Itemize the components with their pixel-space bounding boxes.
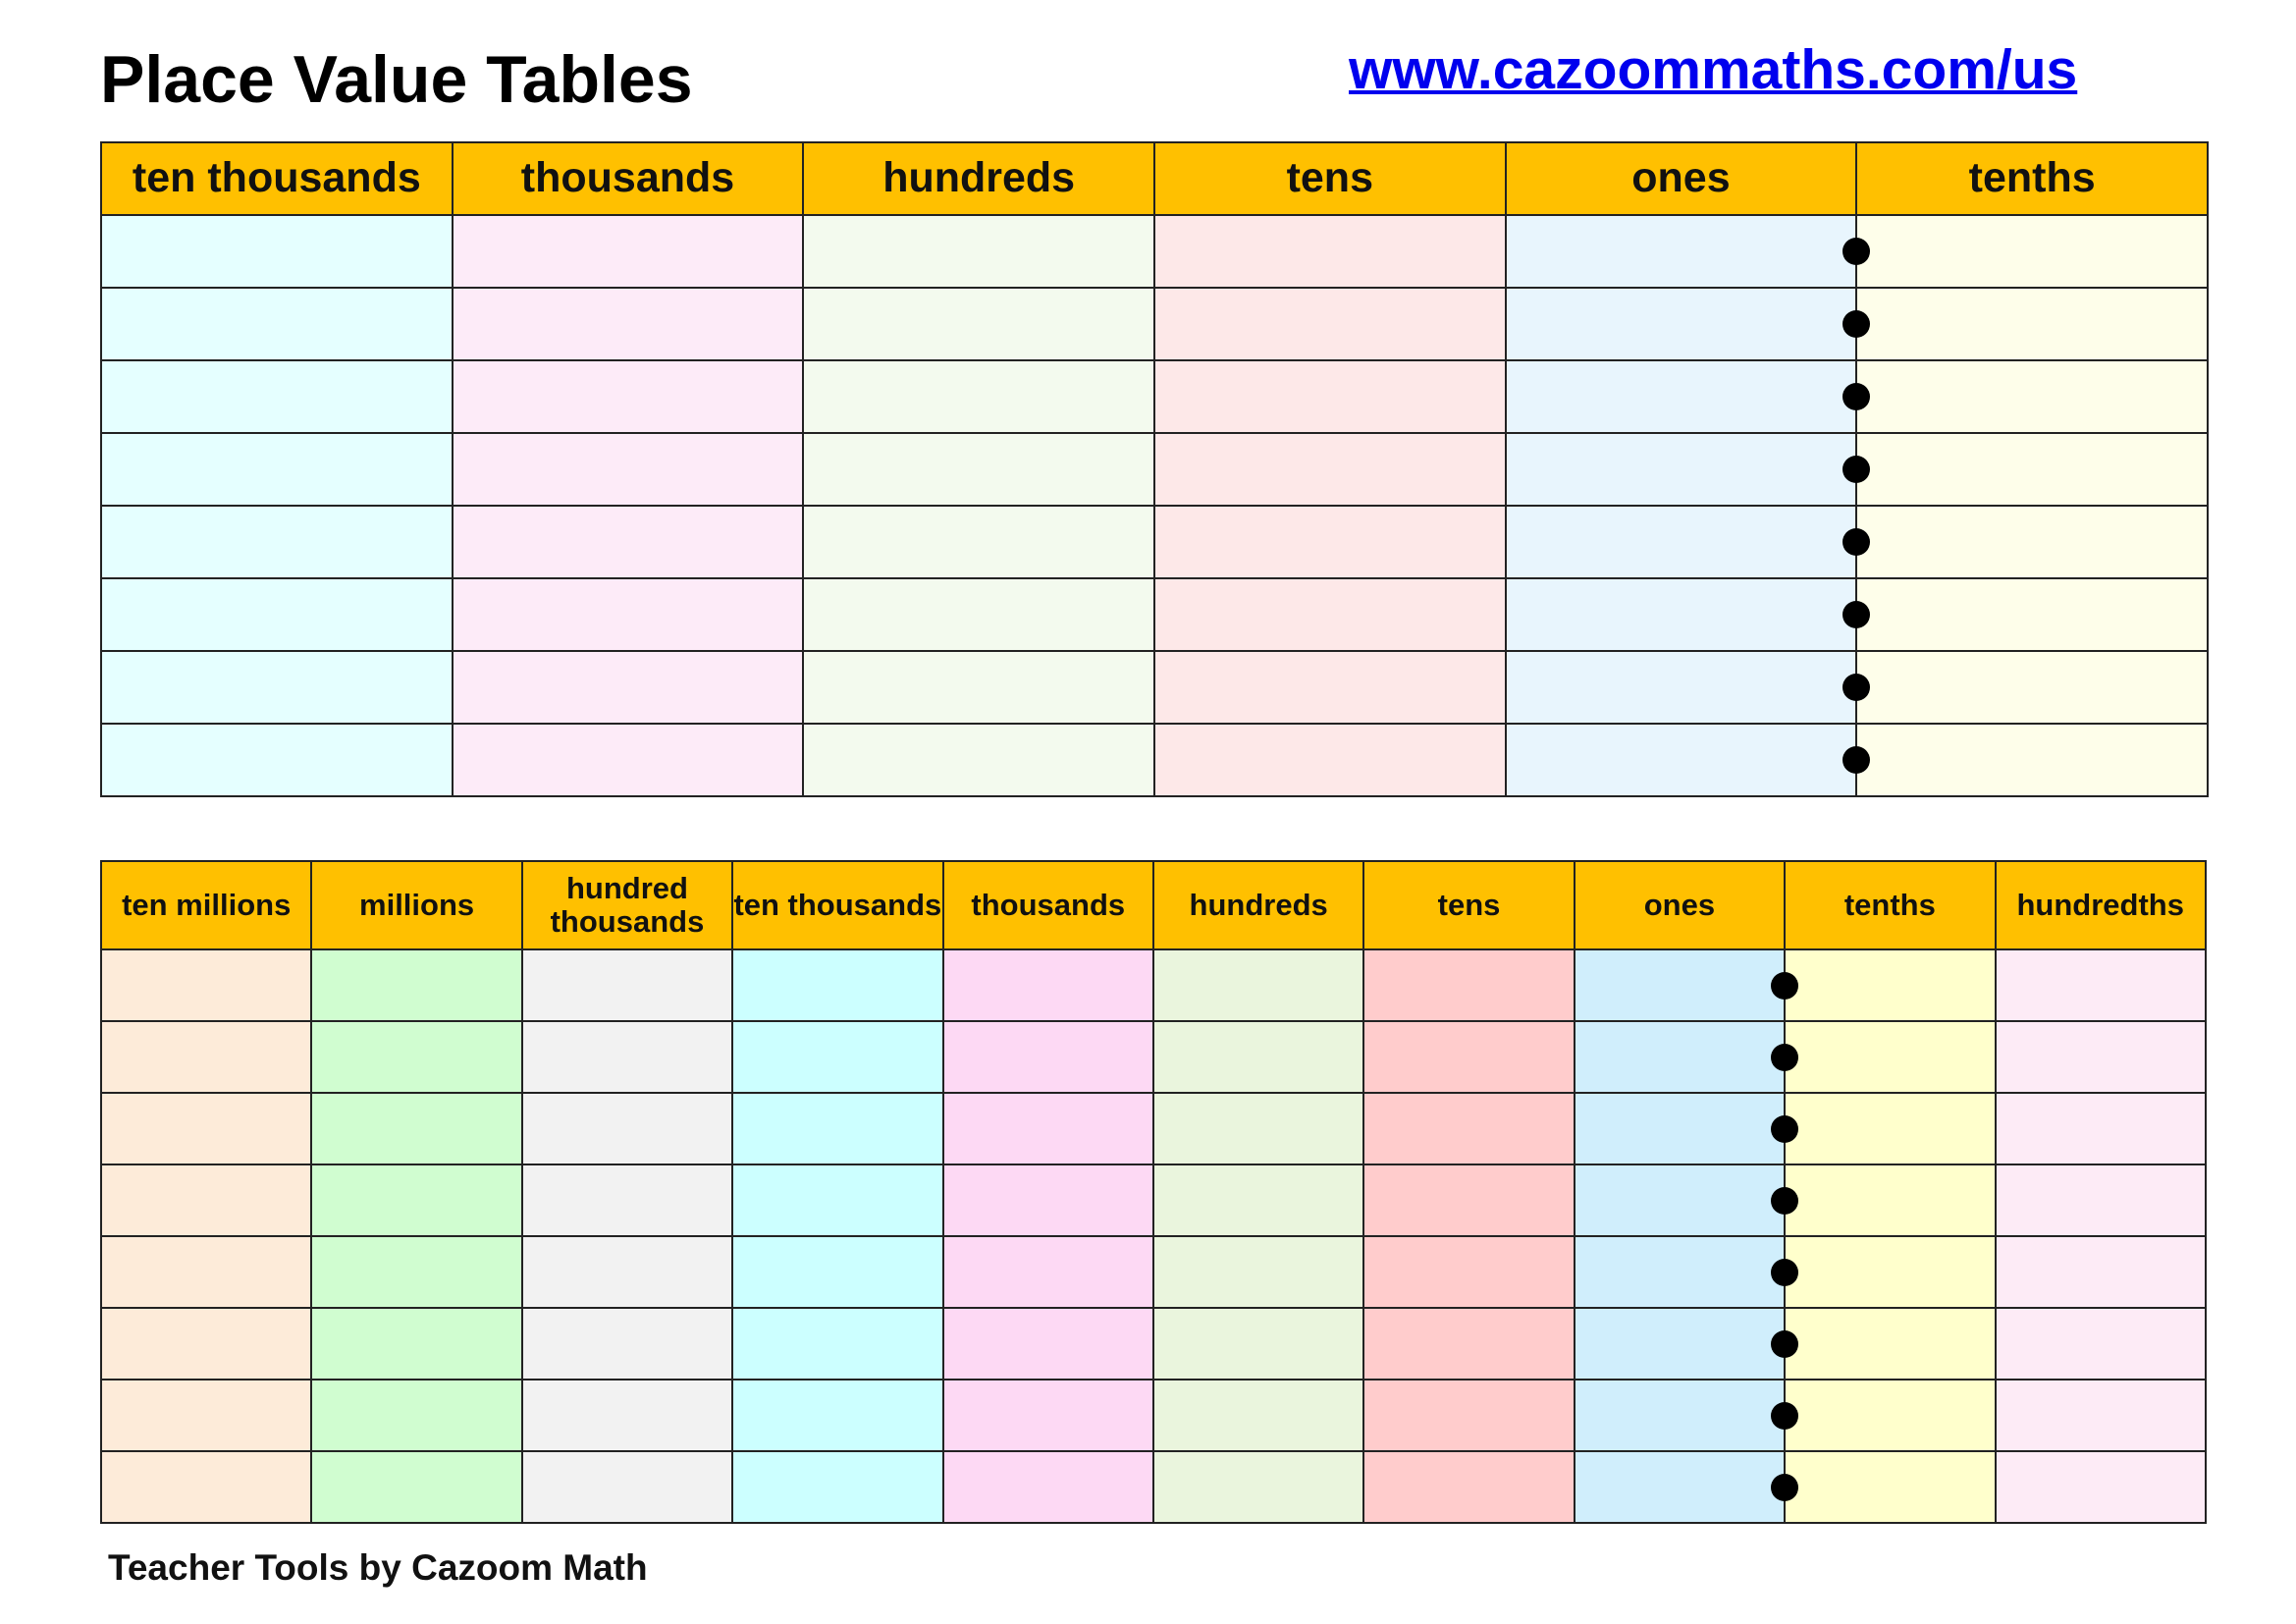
place-value-cell[interactable]	[1153, 949, 1363, 1021]
place-value-table-small	[100, 141, 2209, 797]
place-value-cell[interactable]	[732, 1236, 942, 1308]
table-row	[101, 288, 2208, 360]
column-header: ones	[1575, 861, 1785, 949]
column-header: tenths	[1785, 861, 1995, 949]
column-header: hundreds	[1153, 861, 1363, 949]
place-value-cell[interactable]	[1153, 1380, 1363, 1451]
place-value-cell[interactable]	[101, 1380, 311, 1451]
place-value-cell[interactable]	[453, 578, 804, 651]
column-header: hundredths	[1996, 861, 2206, 949]
decimal-point-dot	[1771, 1402, 1798, 1430]
place-value-cell[interactable]	[453, 288, 804, 360]
page-title: Place Value Tables	[100, 42, 693, 117]
place-value-cell[interactable]	[1785, 1021, 1995, 1093]
column-header: tens	[1154, 142, 1506, 215]
place-value-table-large	[100, 860, 2207, 1524]
place-value-cell[interactable]	[1575, 1451, 1785, 1523]
decimal-point-dot	[1771, 1044, 1798, 1071]
place-value-cell[interactable]	[101, 1164, 311, 1236]
place-value-cell[interactable]	[1363, 1164, 1574, 1236]
place-value-cell[interactable]	[1785, 1380, 1995, 1451]
place-value-cell[interactable]	[1856, 578, 2208, 651]
place-value-cell[interactable]	[1506, 651, 1857, 724]
place-value-cell[interactable]	[1575, 1093, 1785, 1164]
decimal-point-dot	[1771, 972, 1798, 1000]
place-value-cell[interactable]	[1575, 1308, 1785, 1380]
column-header: hundreds	[803, 142, 1154, 215]
place-value-cell[interactable]	[101, 506, 453, 578]
table-row	[101, 433, 2208, 506]
place-value-cell[interactable]	[943, 1021, 1153, 1093]
column-header: ten thousands	[101, 142, 453, 215]
place-value-cell[interactable]	[1996, 1308, 2206, 1380]
place-value-cell[interactable]	[803, 360, 1154, 433]
place-value-cell[interactable]	[1856, 360, 2208, 433]
place-value-cell[interactable]	[311, 1021, 521, 1093]
place-value-cell[interactable]	[1996, 1236, 2206, 1308]
place-value-cell[interactable]	[1363, 949, 1574, 1021]
table-row	[101, 949, 2206, 1021]
place-value-cell[interactable]	[1575, 949, 1785, 1021]
place-value-cell[interactable]	[1785, 1451, 1995, 1523]
decimal-point-dot	[1771, 1259, 1798, 1286]
table-row	[101, 651, 2208, 724]
place-value-cell[interactable]	[1856, 506, 2208, 578]
place-value-cell[interactable]	[1154, 433, 1506, 506]
place-value-cell[interactable]	[732, 1164, 942, 1236]
place-value-cell[interactable]	[453, 215, 804, 288]
place-value-cell[interactable]	[943, 949, 1153, 1021]
place-value-cell[interactable]	[522, 1308, 732, 1380]
place-value-cell[interactable]	[1154, 360, 1506, 433]
place-value-cell[interactable]	[1506, 724, 1857, 796]
place-value-cell[interactable]	[1996, 949, 2206, 1021]
place-value-cell[interactable]	[1363, 1021, 1574, 1093]
place-value-cell[interactable]	[1996, 1451, 2206, 1523]
place-value-cell[interactable]	[101, 288, 453, 360]
place-value-cell[interactable]	[1154, 651, 1506, 724]
decimal-point-dot	[1771, 1115, 1798, 1143]
place-value-cell[interactable]	[1856, 651, 2208, 724]
table-row	[101, 1380, 2206, 1451]
table-row	[101, 215, 2208, 288]
place-value-cell[interactable]	[1856, 433, 2208, 506]
place-value-cell[interactable]	[1575, 1380, 1785, 1451]
column-header: tenths	[1856, 142, 2208, 215]
table-row	[101, 1236, 2206, 1308]
place-value-cell[interactable]	[1153, 1164, 1363, 1236]
place-value-cell[interactable]	[1575, 1021, 1785, 1093]
place-value-cell[interactable]	[943, 1308, 1153, 1380]
decimal-point-dot	[1771, 1330, 1798, 1358]
place-value-cell[interactable]	[522, 1451, 732, 1523]
place-value-cell[interactable]	[101, 1451, 311, 1523]
column-header: thousands	[453, 142, 804, 215]
place-value-cell[interactable]	[943, 1380, 1153, 1451]
place-value-cell[interactable]	[1506, 578, 1857, 651]
place-value-cell[interactable]	[453, 360, 804, 433]
place-value-cell[interactable]	[1575, 1164, 1785, 1236]
place-value-cell[interactable]	[522, 949, 732, 1021]
place-value-cell[interactable]	[1154, 215, 1506, 288]
place-value-cell[interactable]	[1996, 1093, 2206, 1164]
website-link[interactable]: www.cazoommaths.com/us	[1349, 38, 2078, 101]
place-value-cell[interactable]	[101, 651, 453, 724]
place-value-cell[interactable]	[311, 1308, 521, 1380]
place-value-cell[interactable]	[1153, 1236, 1363, 1308]
place-value-cell[interactable]	[732, 1021, 942, 1093]
column-header: ten thousands	[732, 861, 942, 949]
header-row	[101, 142, 2208, 215]
column-header: millions	[311, 861, 521, 949]
place-value-cell[interactable]	[101, 724, 453, 796]
place-value-cell[interactable]	[732, 1093, 942, 1164]
place-value-cell[interactable]	[1363, 1380, 1574, 1451]
place-value-cell[interactable]	[1154, 578, 1506, 651]
column-header: tens	[1363, 861, 1574, 949]
place-value-cell[interactable]	[522, 1021, 732, 1093]
decimal-point-dot	[1771, 1474, 1798, 1501]
place-value-cell[interactable]	[1363, 1451, 1574, 1523]
place-value-cell[interactable]	[1785, 1236, 1995, 1308]
place-value-cell[interactable]	[453, 651, 804, 724]
place-value-cell[interactable]	[1154, 288, 1506, 360]
column-header: ones	[1506, 142, 1857, 215]
column-header: thousands	[943, 861, 1153, 949]
place-value-cell[interactable]	[1363, 1093, 1574, 1164]
table-row	[101, 1021, 2206, 1093]
place-value-cell[interactable]	[1506, 433, 1857, 506]
table-row	[101, 506, 2208, 578]
column-header: ten millions	[101, 861, 311, 949]
place-value-cell[interactable]	[1153, 1308, 1363, 1380]
place-value-cell[interactable]	[803, 724, 1154, 796]
place-value-cell[interactable]	[803, 651, 1154, 724]
place-value-cell[interactable]	[1785, 1164, 1995, 1236]
place-value-cell[interactable]	[311, 1451, 521, 1523]
place-value-cell[interactable]	[311, 1380, 521, 1451]
place-value-cell[interactable]	[803, 433, 1154, 506]
place-value-cell[interactable]	[732, 949, 942, 1021]
place-value-cell[interactable]	[311, 1236, 521, 1308]
place-value-cell[interactable]	[943, 1164, 1153, 1236]
table-row	[101, 1164, 2206, 1236]
footer-credit: Teacher Tools by Cazoom Math	[108, 1547, 648, 1588]
place-value-cell[interactable]	[1506, 360, 1857, 433]
place-value-cell[interactable]	[1153, 1021, 1363, 1093]
place-value-cell[interactable]	[1785, 1308, 1995, 1380]
place-value-cell[interactable]	[1856, 215, 2208, 288]
place-value-cell[interactable]	[101, 1093, 311, 1164]
column-header: hundred thousands	[522, 861, 732, 949]
place-value-cell[interactable]	[1996, 1021, 2206, 1093]
place-value-cell[interactable]	[1785, 949, 1995, 1021]
place-value-cell[interactable]	[1996, 1380, 2206, 1451]
place-value-cell[interactable]	[522, 1093, 732, 1164]
place-value-cell[interactable]	[1154, 506, 1506, 578]
place-value-cell[interactable]	[732, 1380, 942, 1451]
table-row	[101, 1093, 2206, 1164]
place-value-cell[interactable]	[101, 949, 311, 1021]
header-row	[101, 861, 2206, 949]
place-value-cell[interactable]	[453, 724, 804, 796]
place-value-cell[interactable]	[1856, 724, 2208, 796]
table-row	[101, 1451, 2206, 1523]
place-value-cell[interactable]	[1363, 1236, 1574, 1308]
place-value-cell[interactable]	[803, 288, 1154, 360]
table-row	[101, 724, 2208, 796]
decimal-point-dot	[1771, 1187, 1798, 1215]
place-value-cell[interactable]	[101, 578, 453, 651]
place-value-cell[interactable]	[101, 215, 453, 288]
place-value-cell[interactable]	[453, 433, 804, 506]
table-row	[101, 578, 2208, 651]
table-row	[101, 1308, 2206, 1380]
place-value-cell[interactable]	[1506, 215, 1857, 288]
place-value-cell[interactable]	[1506, 506, 1857, 578]
place-value-cell[interactable]	[1856, 288, 2208, 360]
place-value-cell[interactable]	[1996, 1164, 2206, 1236]
place-value-cell[interactable]	[943, 1236, 1153, 1308]
place-value-cell[interactable]	[1363, 1308, 1574, 1380]
place-value-cell[interactable]	[732, 1308, 942, 1380]
place-value-cell[interactable]	[803, 215, 1154, 288]
place-value-cell[interactable]	[732, 1451, 942, 1523]
place-value-cell[interactable]	[311, 1164, 521, 1236]
place-value-cell[interactable]	[453, 506, 804, 578]
place-value-cell[interactable]	[101, 433, 453, 506]
place-value-cell[interactable]	[1154, 724, 1506, 796]
place-value-cell[interactable]	[943, 1451, 1153, 1523]
place-value-cell[interactable]	[943, 1093, 1153, 1164]
place-value-cell[interactable]	[101, 1236, 311, 1308]
place-value-cell[interactable]	[522, 1380, 732, 1451]
place-value-cell[interactable]	[101, 360, 453, 433]
place-value-cell[interactable]	[101, 1308, 311, 1380]
place-value-cell[interactable]	[1153, 1093, 1363, 1164]
place-value-cell[interactable]	[803, 506, 1154, 578]
place-value-cell[interactable]	[311, 949, 521, 1021]
place-value-cell[interactable]	[1153, 1451, 1363, 1523]
place-value-cell[interactable]	[1785, 1093, 1995, 1164]
table-row	[101, 360, 2208, 433]
place-value-cell[interactable]	[522, 1236, 732, 1308]
place-value-cell[interactable]	[522, 1164, 732, 1236]
place-value-cell[interactable]	[803, 578, 1154, 651]
place-value-cell[interactable]	[101, 1021, 311, 1093]
place-value-cell[interactable]	[311, 1093, 521, 1164]
place-value-cell[interactable]	[1575, 1236, 1785, 1308]
place-value-cell[interactable]	[1506, 288, 1857, 360]
